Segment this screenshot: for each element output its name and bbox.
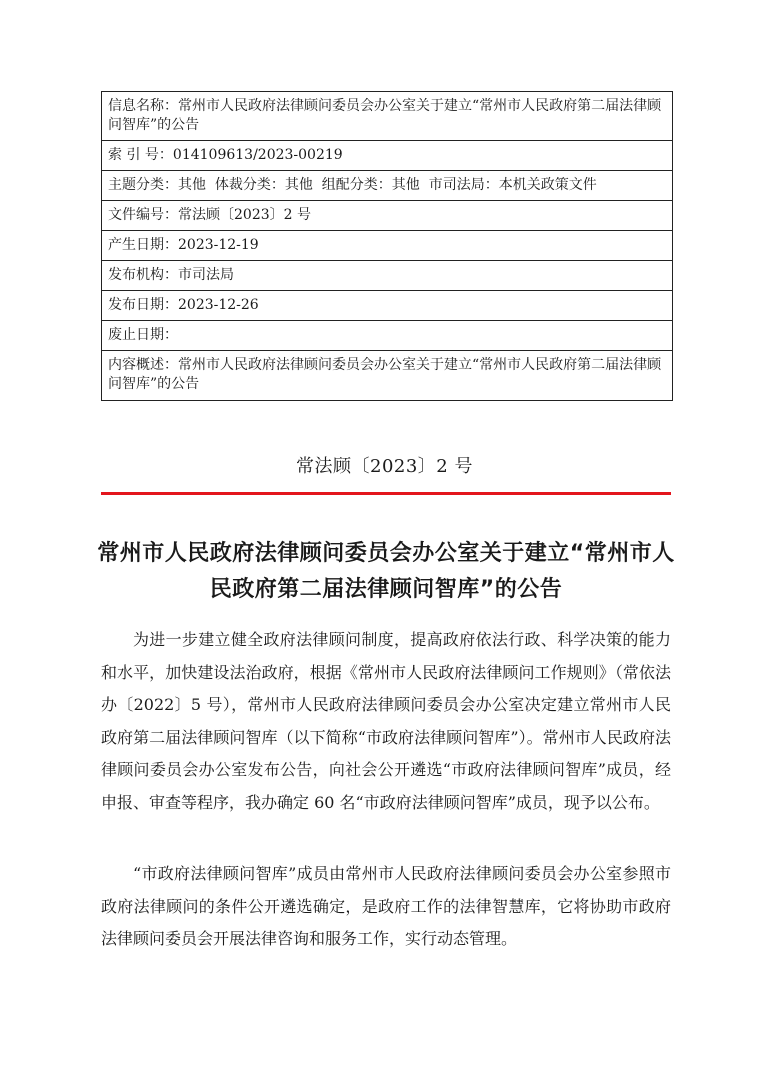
meta-row-classification (102, 171, 672, 201)
page-title: 常州市人民政府法律顾问委员会办公室关于建立“常州市人民政府第二届法律顾问智库”的公告 (97, 541, 675, 602)
meta-label: 产生日期： (108, 237, 178, 253)
meta-row-expiry-date (102, 321, 672, 351)
meta-value: 014109613/2023-00219 (172, 147, 343, 163)
red-divider (101, 492, 671, 495)
meta-label: 内容概述： (108, 357, 178, 373)
meta-row-publisher (102, 261, 672, 291)
meta-row-index-number (102, 141, 672, 171)
meta-row-text (108, 356, 666, 394)
meta-row-publish-date (102, 291, 672, 321)
document-number: 常法顾〔2023〕2 号 (296, 456, 473, 477)
meta-row-document-number (102, 201, 672, 231)
meta-label: 信息名称： (108, 98, 178, 114)
meta-row-text (108, 97, 666, 135)
meta-row-summary (102, 351, 672, 400)
body-paragraph-2: “市政府法律顾问智库”成员由常州市人民政府法律顾问委员会办公室参照市政府法律顾问的条件公开遴选确定，是政府工作的法律智慧库，它将协助市政府法律顾问委员会开展法律咨询和服务工作，实行动态管理。 (101, 864, 671, 948)
meta-label: 发布机构： (108, 267, 178, 283)
meta-label: 主题分类： (108, 177, 178, 193)
meta-row-info-name (102, 92, 672, 141)
body-paragraph-1: 为进一步建立健全政府法律顾问制度，提高政府依法行政、科学决策的能力和水平，加快建设法治政府，根据《常州市人民政府法律顾问工作规则》（常依法办〔2022〕5 号），常州市人民政府法律顾问委员会办公室决定建立常州市人民政府第二届法律顾问智库（以下简称“市政府法律顾问智库”）。常州市人民政府法律顾问委员会办公室发布公告，向社会公开遴选“市政府法律顾问智库”成员，经申报、审查等程序，我办确定 60 名“市政府法律顾问智库”成员，现予以公布。 (101, 630, 671, 812)
meta-value: 2023-12-19 (178, 237, 259, 253)
meta-value: 市司法局 (178, 267, 234, 283)
meta-value: 其他 体裁分类：其他 组配分类：其他 市司法局：本机关政策文件 (178, 177, 597, 193)
meta-value: 常州市人民政府法律顾问委员会办公室关于建立“常州市人民政府第二届法律顾问智库”的公告 (108, 357, 662, 392)
meta-label: 索 引 号： (108, 147, 173, 163)
meta-row-created-date (102, 231, 672, 261)
meta-value: 常州市人民政府法律顾问委员会办公室关于建立“常州市人民政府第二届法律顾问智库”的公告 (108, 98, 662, 133)
meta-value: 常法顾〔2023〕2 号 (178, 207, 311, 223)
meta-label: 发布日期： (108, 297, 178, 313)
meta-value: 2023-12-26 (178, 297, 259, 313)
metadata-table (101, 91, 673, 401)
meta-label: 废止日期： (108, 327, 178, 343)
meta-label: 文件编号： (108, 207, 178, 223)
